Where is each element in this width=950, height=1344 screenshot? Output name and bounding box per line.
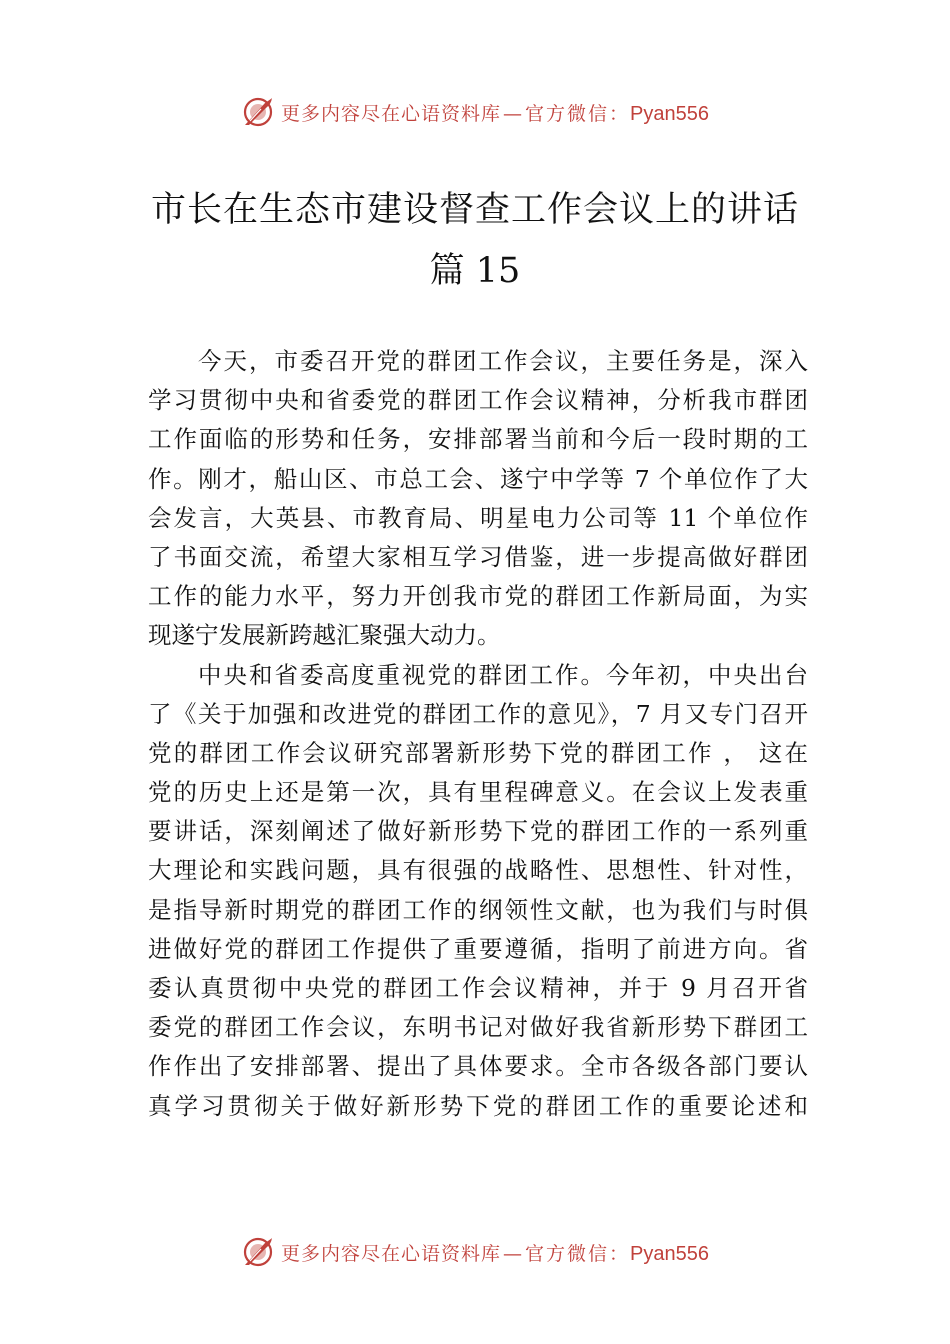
footer-banner (0, 1232, 950, 1272)
banner-wechat-label: 官方微信： (525, 102, 631, 125)
text-line: 党的群团工作会议研究部署新形势下党的群团工作 ， 这在 (148, 738, 808, 767)
text-line: 进做好党的群团工作提供了重要遵循，指明了前进方向。省 (148, 934, 808, 963)
text-line: 学习贯彻中央和省委党的群团工作会议精神，分析我市群团 (148, 386, 808, 415)
text-line: 了书面交流，希望大家相互学习借鉴，进一步提高做好群团 (148, 542, 808, 571)
banner-separator: — (503, 102, 524, 125)
banner-separator: — (503, 1242, 524, 1265)
text-line: 会发言，大英县、市教育局、明星电力公司等 11 个单位作 (148, 503, 808, 532)
text-line: 作作出了安排部署、提出了具体要求。全市各级各部门要认 (148, 1052, 808, 1081)
text-line: 党的历史上还是第一次，具有里程碑意义。在会议上发表重 (148, 778, 808, 807)
text-line: 今天，市委召开党的群团工作会议，主要任务是，深入 (198, 347, 808, 375)
banner-wechat-label: 官方微信： (525, 1242, 631, 1265)
banner-wechat-id: Pyan556 (630, 102, 709, 125)
text-line: 大理论和实践问题，具有很强的战略性、思想性、针对性， (148, 856, 808, 885)
document-title: 市长在生态市建设督查工作会议上的讲话 (150, 190, 799, 230)
quill-logo-icon (241, 95, 275, 129)
document-title-number: 篇 15 (429, 251, 521, 291)
document-body (148, 342, 808, 1126)
banner-slogan: 更多内容尽在心语资料库 (281, 1242, 502, 1265)
quill-logo-icon (241, 1235, 275, 1269)
text-line: 要讲话，深刻阐述了做好新形势下党的群团工作的一系列重 (148, 817, 808, 846)
text-line: 工作面临的形势和任务，安排部署当前和今后一段时期的工 (148, 425, 808, 454)
text-line: 了《关于加强和改进党的群团工作的意见》，7 月又专门召开 (148, 699, 808, 728)
text-line: 工作的能力水平，努力开创我市党的群团工作新局面，为实 (148, 582, 808, 611)
banner-text (281, 1239, 709, 1266)
text-line: 委认真贯彻中央党的群团工作会议精神，并于 9 月召开省 (148, 974, 808, 1002)
banner-wechat-id: Pyan556 (630, 1242, 709, 1265)
banner-slogan: 更多内容尽在心语资料库 (281, 102, 502, 125)
text-line: 中央和省委高度重视党的群团工作。今年初，中央出台 (198, 660, 808, 689)
text-line: 委党的群团工作会议，东明书记对做好我省新形势下群团工 (148, 1013, 808, 1042)
text-line: 作。刚才，船山区、市总工会、遂宁中学等 7 个单位作了大 (148, 464, 808, 493)
text-line: 是指导新时期党的群团工作的纲领性文献，也为我们与时俱 (148, 895, 808, 924)
header-banner (0, 92, 950, 132)
banner-text (281, 99, 709, 126)
text-line: 真学习贯彻关于做好新形势下党的群团工作的重要论述和 (148, 1091, 808, 1120)
text-line: 现遂宁发展新跨越汇聚强大动力。 (148, 621, 501, 650)
